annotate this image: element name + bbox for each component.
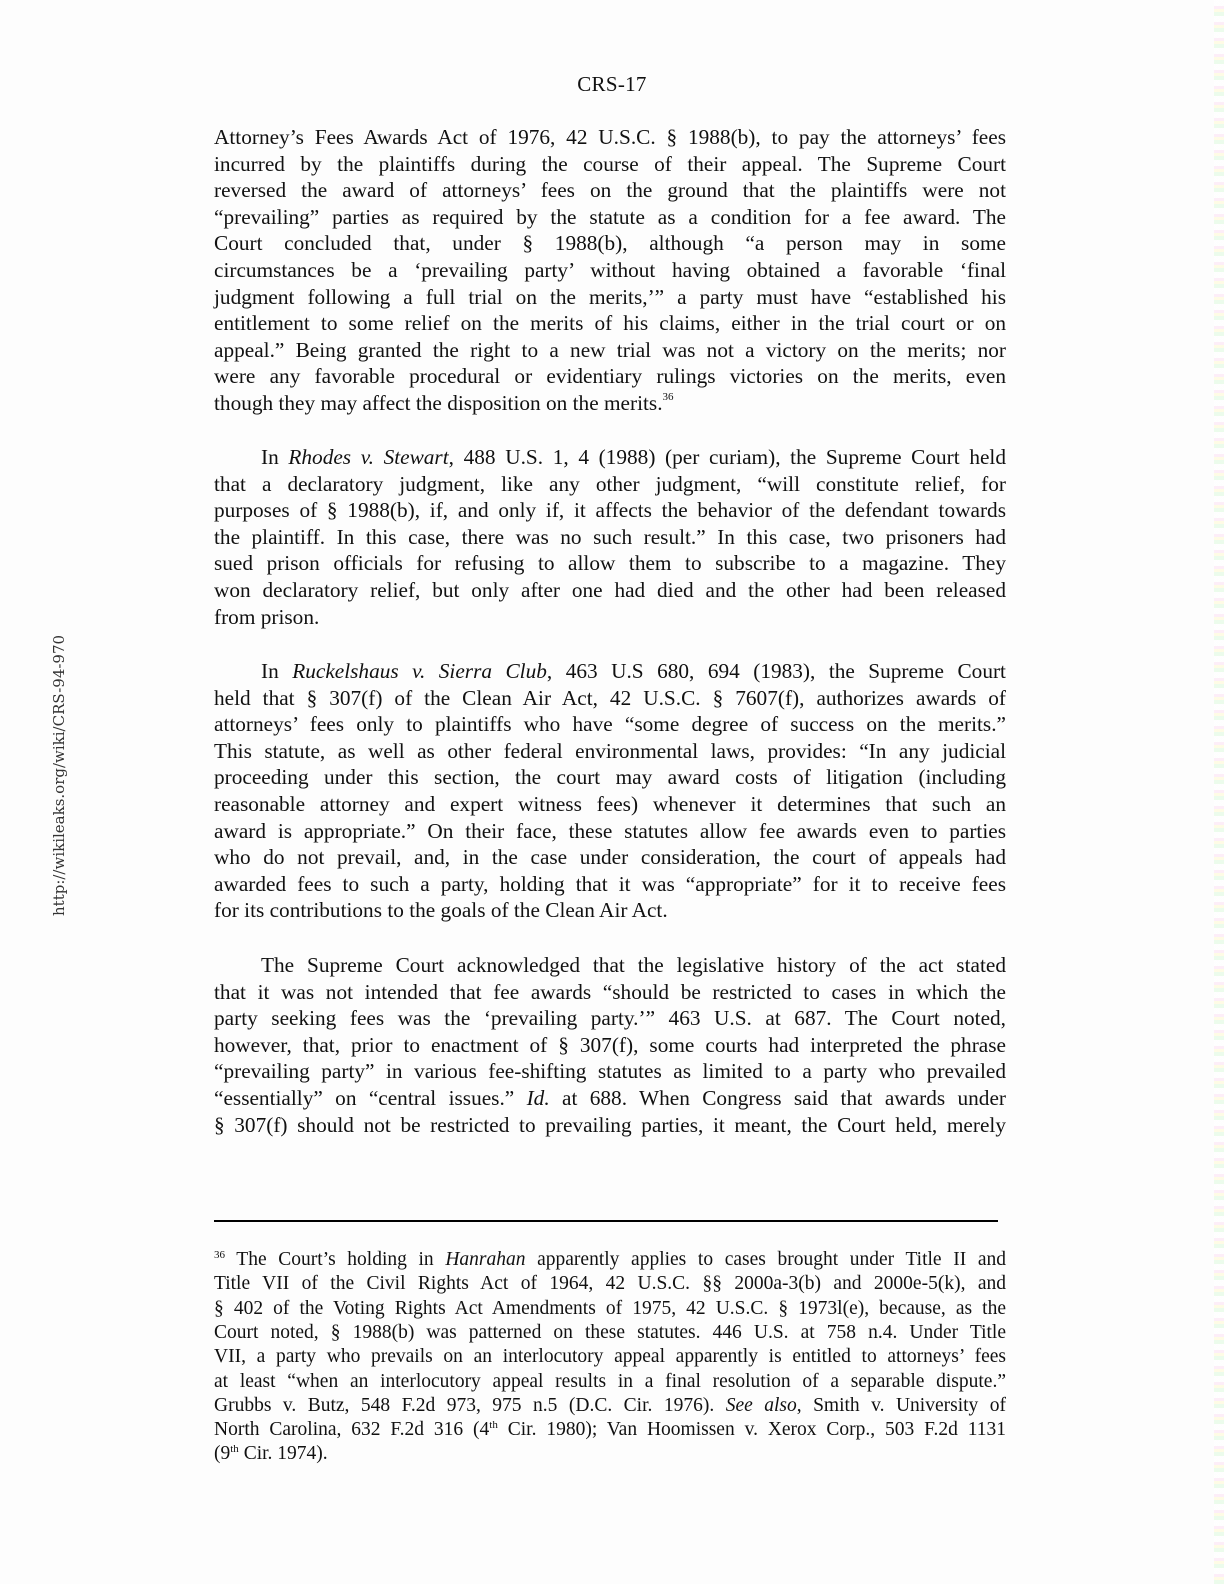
footnote-separator: [214, 1220, 998, 1222]
text-line: were any favorable procedural or evidentiary rulings victories on the merits, even: [214, 364, 1006, 389]
text-line: sued prison officials for refusing to allow them to subscribe to a magazine. They: [214, 551, 1006, 576]
text-line: incurred by the plaintiffs during the course of their appeal. The Supreme Court: [214, 151, 1006, 176]
text-line: $^{36}$ The Court’s holding in Hanrahan apparently applies to cases brought under Title II and: [214, 1249, 1006, 1270]
scan-edge-artifact: [1214, 0, 1224, 1584]
text-line: for its contributions to the goals of the Clean Air Act.: [214, 898, 668, 923]
case-name: Hanrahan: [445, 1249, 526, 1270]
text-line: held that § 307(f) of the Clean Air Act, 42 U.S.C. § 7607(f), authorizes awards of: [214, 685, 1006, 710]
text-line: won declaratory relief, but only after one had died and the other had been released: [214, 578, 1006, 602]
text-line: from prison.: [214, 604, 320, 629]
text-line: entitlement to some relief on the merits of his claims, either in the trial court or on: [214, 311, 1006, 336]
side-watermark-url: http://wikileaks.org/wiki/CRS-94-970: [50, 634, 68, 916]
text-line: This statute, as well as other federal environmental laws, provides: “In any judicial: [214, 738, 1006, 763]
text-line: § 402 of the Voting Rights Act Amendments of 1975, 42 U.S.C. § 1973l(e), because, as the: [214, 1297, 1006, 1319]
text-line: at least “when an interlocutory appeal results in a final resolution of a separable dispute.”: [214, 1370, 1006, 1392]
text-line: though they may affect the disposition on the merits.$^{36}$: [214, 391, 674, 415]
footnote-number: 36: [214, 1249, 225, 1261]
page-header: CRS-17: [577, 72, 647, 96]
text-line: “essentially” on “central issues.” Id. at 688. When Congress said that awards under: [214, 1086, 1006, 1110]
text-line: proceeding under this section, the court may award costs of litigation (including: [214, 765, 1006, 790]
text-line: § 307(f) should not be restricted to prevailing parties, it meant, the Court held, merely: [214, 1112, 1006, 1137]
text-line: that a declaratory judgment, like any other judgment, “will constitute relief, for: [214, 471, 1006, 496]
text-line: however, that, prior to enactment of § 307(f), some courts had interpreted the phrase: [214, 1032, 1006, 1057]
text-line: In Rhodes v. Stewart, 488 U.S. 1, 4 (1988) (per curiam), the Supreme Court held: [261, 445, 1006, 469]
text-line: who do not prevail, and, in the case under consideration, the court of appeals had: [214, 845, 1006, 870]
signal-see-also: See also: [725, 1394, 797, 1416]
text-line: awarded fees to such a party, holding that it was “appropriate” for it to receive fees: [214, 871, 1006, 896]
text-line: that it was not intended that fee awards “should be restricted to cases in which the: [214, 979, 1006, 1004]
text-line: judgment following a full trial on the merits,’” a party must have “established his: [214, 284, 1006, 309]
text-line: In Ruckelshaus v. Sierra Club, 463 U.S 680, 694 (1983), the Supreme Court: [261, 659, 1006, 683]
text-line: award is appropriate.” On their face, these statutes allow fee awards even to parties: [214, 818, 1006, 843]
text-line: reversed the award of attorneys’ fees on the ground that the plaintiffs were not: [214, 178, 1006, 203]
text-line: party seeking fees was the ‘prevailing party.’” 463 U.S. at 687. The Court noted,: [214, 1006, 1006, 1031]
citation-id: Id.: [526, 1086, 550, 1110]
text-line: Attorney’s Fees Awards Act of 1976, 42 U.S.C. § 1988(b), to pay the attorneys’ fees: [214, 125, 1006, 149]
text-line: “prevailing party” in various fee-shifting statutes as limited to a party who prevailed: [214, 1059, 1006, 1084]
text-line: (9th Cir. 1974).: [214, 1443, 328, 1465]
text-line: North Carolina, 632 F.2d 316 (4th Cir. 1980); Van Hoomissen v. Xerox Corp., 503 F.2d 1131: [214, 1419, 1006, 1441]
text-line: purposes of § 1988(b), if, and only if, it affects the behavior of the defendant towards: [214, 498, 1006, 523]
case-name: Rhodes v. Stewart: [288, 445, 449, 469]
text-line: Title VII of the Civil Rights Act of 1964, 42 U.S.C. §§ 2000a-3(b) and 2000e-5(k), and: [214, 1273, 1006, 1295]
text-line: Court noted, § 1988(b) was patterned on these statutes. 446 U.S. at 758 n.4. Under Title: [214, 1321, 1006, 1343]
footnote-ref-36[interactable]: 36: [662, 391, 674, 403]
text-line: attorneys’ fees only to plaintiffs who have “some degree of success on the merits.”: [214, 712, 1006, 737]
text-line: reasonable attorney and expert witness fees) whenever it determines that such an: [214, 792, 1006, 816]
text-line: the plaintiff. In this case, there was no such result.” In this case, two prisoners had: [214, 524, 1006, 549]
text-line: VII, a party who prevails on an interlocutory appeal apparently is entitled to attorneys’ fees: [214, 1346, 1006, 1368]
text-line: circumstances be a ‘prevailing party’ without having obtained a favorable ‘final: [214, 258, 1006, 282]
text-line: appeal.” Being granted the right to a new trial was not a victory on the merits; nor: [214, 337, 1006, 362]
text-line: Court concluded that, under § 1988(b), although “a person may in some: [214, 231, 1006, 256]
text-line: The Supreme Court acknowledged that the legislative history of the act stated: [261, 953, 1006, 977]
text-line: Grubbs v. Butz, 548 F.2d 973, 975 n.5 (D.C. Cir. 1976). See also, Smith v. University of: [214, 1394, 1006, 1416]
text-line: “prevailing” parties as required by the statute as a condition for a fee award. The: [214, 204, 1006, 229]
case-name: Ruckelshaus v. Sierra Club: [292, 659, 547, 683]
